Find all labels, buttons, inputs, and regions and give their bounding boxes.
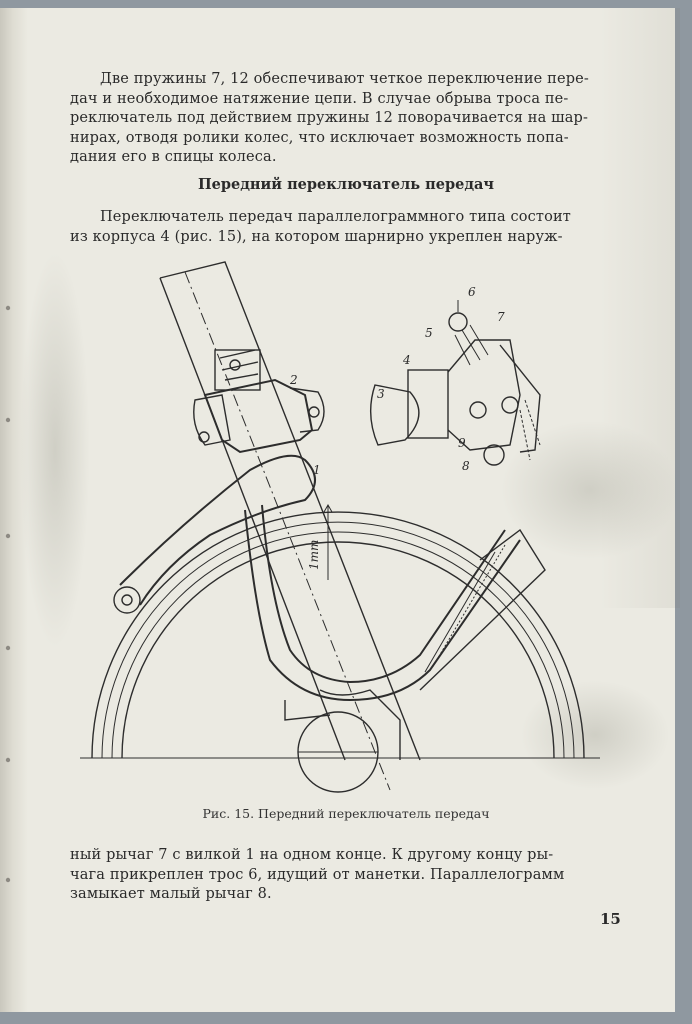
dimension-label: 1mm <box>307 539 321 570</box>
text-line: замыкает малый рычаг 8. <box>70 886 272 902</box>
label-8: 8 <box>462 459 470 473</box>
text-line: ный рычаг 7 с вилкой 1 на одном конце. К другому концу ры- <box>70 847 554 863</box>
label-6: 6 <box>468 285 476 299</box>
text-line: Две пружины 7, 12 обеспечивают четкое переключение пере- <box>100 71 589 87</box>
label-4: 4 <box>403 353 411 367</box>
text-line: нирах, отводя ролики колес, что исключает возможность попа- <box>70 129 569 146</box>
label-3: 3 <box>377 387 385 401</box>
figure-caption: Рис. 15. Передний переключатель передач <box>202 806 490 821</box>
bottom-bracket <box>298 712 378 792</box>
text-line: из корпуса 4 (рис. 15), на котором шарнирно укреплен наруж- <box>70 228 563 245</box>
clamp <box>194 350 324 452</box>
text-line: реключатель под действием пружины 12 поворачивается на шар- <box>70 110 589 126</box>
label-5: 5 <box>425 326 433 340</box>
text-line: дач и необходимое натяжение цепи. В случае обрыва троса пе- <box>70 90 569 107</box>
label-7: 7 <box>497 310 505 324</box>
chain-tube <box>420 530 545 690</box>
paragraph-3 <box>70 846 622 905</box>
page-number: 15 <box>600 910 621 928</box>
text-line: дания его в спицы колеса. <box>70 149 277 165</box>
section-heading: Передний переключатель передач <box>197 176 495 193</box>
label-2: 2 <box>290 373 298 387</box>
text-line: Переключатель передач параллелограммного типа состоит <box>100 209 571 225</box>
fork-cage <box>245 505 520 760</box>
text-line: чага прикреплен трос 6, идущий от манетки. Параллелограмм <box>70 866 565 883</box>
detail-drawing <box>371 300 540 465</box>
lever-arm <box>114 456 315 613</box>
label-1: 1 <box>313 463 321 477</box>
label-9: 9 <box>458 436 466 450</box>
